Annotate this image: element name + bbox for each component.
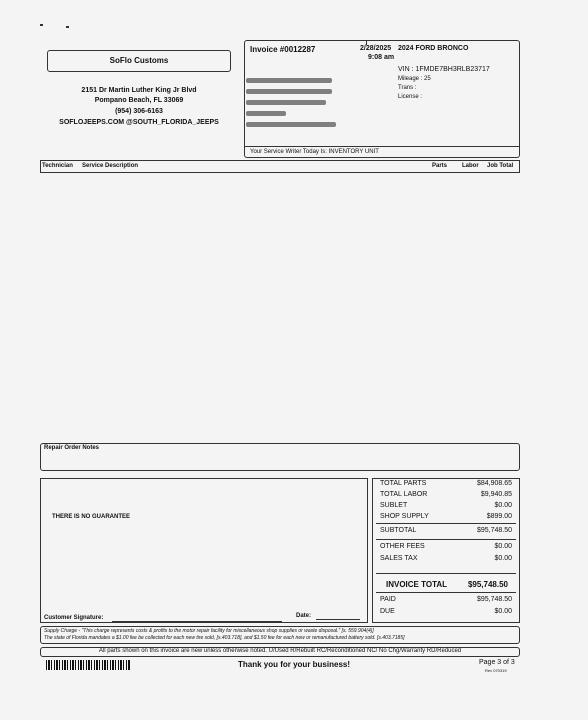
paid-value: $95,748.50 bbox=[476, 596, 512, 603]
shop-name: SoFlo Customs bbox=[109, 56, 169, 65]
invoice-time: 9:08 am bbox=[368, 54, 395, 61]
revision-code: Rev 070319 bbox=[485, 668, 507, 673]
sales-tax-label: SALES TAX bbox=[380, 555, 418, 562]
vehicle-vin: VIN : 1FMDE7BH3RLB23717 bbox=[398, 66, 490, 73]
due-label: DUE bbox=[380, 608, 395, 615]
fees-list bbox=[372, 543, 520, 567]
invoice-date: 2/28/2025 bbox=[360, 45, 392, 52]
guarantee-text: THERE IS NO GUARANTEE bbox=[52, 514, 131, 520]
invoice-total-value: $95,748.50 bbox=[467, 580, 508, 589]
paid-row bbox=[372, 596, 520, 607]
shop-address-line1: 2151 Dr Martin Luther King Jr Blvd bbox=[81, 87, 197, 94]
shop-phone: (954) 306-6163 bbox=[115, 108, 163, 115]
column-job-total: Job Total bbox=[487, 163, 514, 169]
scan-mark bbox=[40, 24, 43, 26]
redacted-customer-line bbox=[246, 122, 336, 127]
totals-list bbox=[372, 480, 520, 524]
date-line bbox=[316, 619, 360, 620]
subtotal-value: $95,748.50 bbox=[476, 527, 512, 534]
shop-supply-label: SHOP SUPPLY bbox=[380, 513, 429, 520]
shop-web: SOFLOJEEPS.COM @SOUTH_FLORIDA_JEEPS bbox=[59, 119, 219, 126]
redacted-customer-line bbox=[246, 89, 332, 94]
total-parts-label: TOTAL PARTS bbox=[380, 480, 427, 487]
sublet-label: SUBLET bbox=[380, 502, 408, 509]
vehicle-trans: Trans : bbox=[398, 85, 417, 91]
total-labor-label: TOTAL LABOR bbox=[380, 491, 428, 498]
subtotal-rule bbox=[376, 523, 516, 524]
service-writer-rule bbox=[244, 146, 520, 147]
date-label: Date: bbox=[296, 613, 312, 619]
paid-label: PAID bbox=[380, 596, 396, 603]
repair-notes-box bbox=[40, 443, 520, 471]
due-value: $0.00 bbox=[494, 608, 512, 615]
redacted-customer-line bbox=[246, 78, 332, 83]
customer-signature-label: Customer Signature: bbox=[44, 615, 104, 621]
invoice-total-bottom-rule bbox=[376, 592, 516, 593]
sales-tax-value: $0.00 bbox=[494, 555, 512, 562]
sublet-value: $0.00 bbox=[494, 502, 512, 509]
subtotal-line bbox=[372, 527, 520, 538]
subtotal-row bbox=[372, 527, 520, 538]
vehicle-license: License : bbox=[398, 94, 423, 100]
shop-address-line2: Pompano Beach, FL 33069 bbox=[94, 97, 184, 104]
due-row bbox=[372, 608, 520, 619]
redacted-customer-line bbox=[246, 111, 286, 116]
sublet-row bbox=[372, 502, 520, 513]
other-fees-row bbox=[372, 543, 520, 554]
invoice-number: Invoice #0012287 bbox=[250, 45, 316, 54]
total-labor-value: $9,940.85 bbox=[480, 491, 512, 498]
repair-notes-label: Repair Order Notes bbox=[44, 445, 100, 451]
total-parts-value: $84,908.65 bbox=[476, 480, 512, 487]
scan-mark bbox=[66, 26, 69, 28]
other-fees-value: $0.00 bbox=[494, 543, 512, 550]
payment-list bbox=[372, 596, 520, 620]
column-service-description: Service Description bbox=[82, 163, 139, 169]
vehicle-name: 2024 FORD BRONCO bbox=[398, 45, 469, 52]
shop-supply-value: $899.00 bbox=[486, 513, 512, 520]
total-labor-row bbox=[372, 491, 520, 502]
redacted-customer-line bbox=[246, 100, 326, 105]
subtotal-label: SUBTOTAL bbox=[380, 527, 417, 534]
parts-note: All parts shown on this invoice are new unless otherwise noted. U/Used R/Rebuilt RC/Reconditioned NC/ No Chg/Warranty RD/Reduced bbox=[98, 648, 462, 654]
thank-you-text: Thank you for your business! bbox=[237, 660, 350, 669]
guarantee-box bbox=[40, 478, 368, 623]
total-parts-row bbox=[372, 480, 520, 491]
supply-note-line1: Supply Charge - "This charge represents costs & profits to the motor repair facility for miscellaneous shop supplies or waste disposal." [s. 559.904(4)] bbox=[44, 628, 374, 634]
other-fees-label: OTHER FEES bbox=[380, 543, 425, 550]
signature-line bbox=[112, 621, 282, 622]
subtotal-bottom-rule bbox=[376, 539, 516, 540]
column-parts: Parts bbox=[432, 163, 448, 169]
column-technician: Technician bbox=[42, 163, 73, 169]
supply-note-line2: The state of Florida mandates a $1.00 fee be collected for each new tire sold, [s.403.718], and $1.50 fee for each new or remanufactured battery sold. [s.403.7185] bbox=[44, 635, 405, 641]
page-number: Page 3 of 3 bbox=[479, 659, 515, 666]
sales-tax-row bbox=[372, 555, 520, 566]
vehicle-mileage: Mileage : 25 bbox=[398, 76, 431, 82]
column-labor: Labor bbox=[462, 163, 479, 169]
invoice-total-top-rule bbox=[376, 573, 516, 574]
invoice-total-label: INVOICE TOTAL bbox=[386, 580, 448, 589]
service-writer: Your Service Writer Today Is: INVENTORY UNIT bbox=[250, 149, 379, 155]
barcode-image bbox=[46, 660, 130, 670]
